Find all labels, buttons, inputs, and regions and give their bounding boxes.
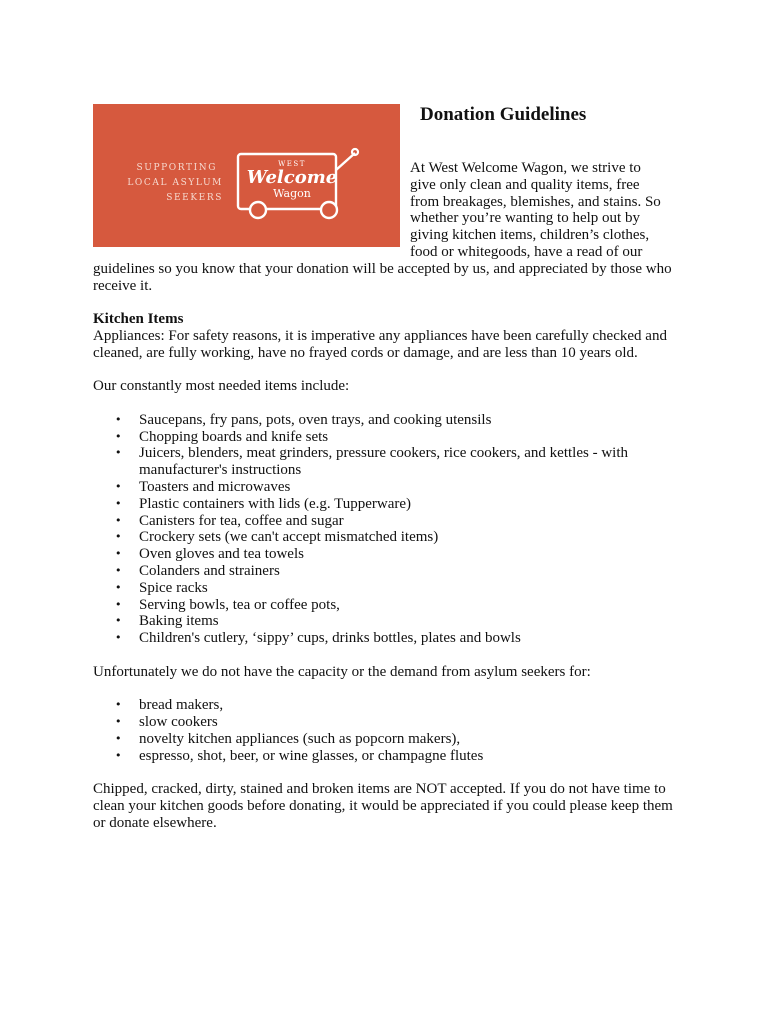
intro-line: food or whitegoods, have a read of our [410,243,643,260]
list-item: • Spice racks [93,580,683,597]
list-item: • Saucepans, fry pans, pots, oven trays, and cooking utensils [93,412,683,429]
list-item: • Crockery sets (we can't accept mismatched items) [93,529,683,546]
wagon-logo-graphic [93,104,400,247]
logo-line-1: SUPPORTING [136,163,217,173]
intro-line: giving kitchen items, children’s clothes, [410,227,650,244]
list-item: • Baking items [93,613,683,630]
list-item: • Colanders and strainers [93,563,683,580]
intro-wrapped-text [410,160,680,261]
wagon-wheel-right-icon [321,202,337,218]
list-item: • espresso, shot, beer, or wine glasses, or champagne flutes [93,748,683,765]
appliances-paragraph: Appliances: For safety reasons, it is imperative any appliances have been carefully checked and cleaned, are fully working, have no frayed cords or damage, and are less than 10 years old. [93,327,667,361]
list-item: • Oven gloves and tea towels [93,546,683,563]
west-welcome-wagon-logo [93,104,400,247]
intro-line: whether you’re wanting to help out by [410,210,640,227]
kitchen-heading: Kitchen Items [93,311,184,327]
list-item: • Juicers, blenders, meat grinders, pressure cookers, rice cookers, and kettles - with manufacturer's instructions [93,445,683,479]
logo-line-2: LOCAL ASYLUM [127,178,223,188]
closing-paragraph: Chipped, cracked, dirty, stained and broken items are NOT accepted. If you do not have time to clean your kitchen goods before donating, it would be appreciated if you could please keep them or donate elsewhere. [93,781,673,831]
list-item: • Plastic containers with lids (e.g. Tupperware) [93,496,683,513]
list-item: • Canisters for tea, coffee and sugar [93,513,683,530]
page-title: Donation Guidelines [420,104,587,125]
list-item: • novelty kitchen appliances (such as popcorn makers), [93,731,683,748]
list-item: • bread makers, [93,697,683,714]
intro-line: from breakages, blemishes, and stains. So [410,193,661,210]
not-accepted-intro: Unfortunately we do not have the capacity or the demand from asylum seekers for: [93,663,591,680]
kitchen-section [93,311,683,832]
needed-items-intro: Our constantly most needed items include: [93,378,350,395]
logo-line-3: SEEKERS [166,193,223,203]
needed-items-list [93,412,683,647]
list-item: • slow cookers [93,714,683,731]
logo-brand-bottom: Wagon [273,187,311,200]
logo-brand-top: WEST [278,160,306,168]
wagon-wheel-left-icon [250,202,266,218]
logo-brand-main: Welcome [246,167,338,188]
not-accepted-list [93,697,683,764]
wagon-handle-icon [336,153,355,170]
list-item: • Serving bowls, tea or coffee pots, [93,597,683,614]
intro-continuation: guidelines so you know that your donation will be accepted by us, and appreciated by those who receive it. [93,261,672,294]
intro-line: At West Welcome Wagon, we strive to [410,160,641,176]
list-item: • Chopping boards and knife sets [93,429,683,446]
intro-line: give only clean and quality items, free [410,176,640,193]
list-item: • Toasters and microwaves [93,479,683,496]
list-item: • Children's cutlery, ‘sippy’ cups, drinks bottles, plates and bowls [93,630,683,647]
